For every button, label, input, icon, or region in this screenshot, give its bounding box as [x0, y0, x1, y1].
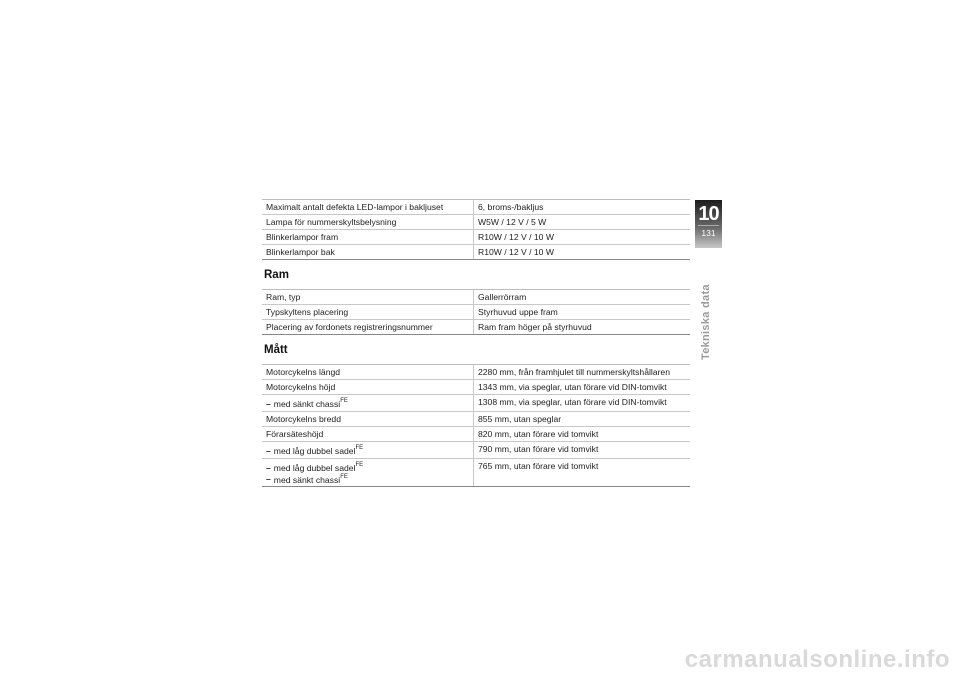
spec-key: Lampa för nummerskyltsbelysning [262, 215, 474, 230]
spec-value: 790 mm, utan förare vid tomvikt [474, 441, 691, 458]
table-row [262, 245, 690, 260]
chapter-number: 10 [698, 203, 719, 225]
spec-key [262, 441, 474, 458]
spec-key-text: med sänkt chassi [273, 474, 341, 485]
matt-table [262, 364, 690, 487]
spec-key: Motorcykelns bredd [262, 411, 474, 426]
spec-content [262, 199, 690, 487]
spec-key-line [266, 473, 470, 485]
spec-value: 6, broms-/bakljus [474, 200, 691, 215]
section-title-ram: Ram [264, 269, 289, 281]
spec-key-line [266, 461, 470, 473]
spec-key-text: med låg dubbel sadel [273, 445, 356, 456]
table-row [262, 441, 690, 458]
spec-key: Förarsäteshöjd [262, 426, 474, 441]
fe-superscript: FE [340, 398, 348, 404]
chapter-label-text: Tekniska data [700, 284, 712, 360]
fe-superscript: FE [355, 461, 364, 468]
chapter-tab [695, 200, 722, 248]
page-number: 131 [701, 228, 716, 238]
table-row [262, 215, 690, 230]
lighting-table [262, 199, 690, 260]
spec-key: Maximalt antalt defekta LED-lampor i bakljuset [262, 200, 474, 215]
spec-key: Typskyltens placering [262, 305, 474, 320]
spec-value: W5W / 12 V / 5 W [474, 215, 691, 230]
spec-key: Blinkerlampor bak [262, 245, 474, 260]
spec-key: Ram, typ [262, 290, 474, 305]
dash-marker: – [266, 398, 271, 409]
spec-key: Motorcykelns höjd [262, 380, 474, 395]
dash-marker: – [266, 462, 271, 473]
spec-value: R10W / 12 V / 10 W [474, 245, 691, 260]
section-title-matt: Mått [264, 344, 288, 356]
table-row [262, 411, 690, 426]
spec-value: 1308 mm, via speglar, utan förare vid DIN-tomvikt [474, 395, 691, 412]
spec-value: 855 mm, utan speglar [474, 411, 691, 426]
dash-marker: – [266, 474, 271, 485]
spec-key [262, 395, 474, 412]
spec-key-text: med sänkt chassi [273, 398, 341, 409]
table-row [262, 200, 690, 215]
table-row [262, 395, 690, 412]
table-row [262, 426, 690, 441]
table-row [262, 458, 690, 487]
spec-value: 2280 mm, från framhjulet till nummerskyltshållaren [474, 365, 691, 380]
table-row [262, 380, 690, 395]
table-row [262, 305, 690, 320]
spec-key: Blinkerlampor fram [262, 230, 474, 245]
watermark: carmanualsonline.info [684, 646, 950, 673]
spec-key: Placering av fordonets registreringsnummer [262, 320, 474, 335]
spec-value: 1343 mm, via speglar, utan förare vid DIN-tomvikt [474, 380, 691, 395]
spec-value: R10W / 12 V / 10 W [474, 230, 691, 245]
spec-key: Motorcykelns längd [262, 365, 474, 380]
table-row [262, 320, 690, 335]
spec-value: Ram fram höger på styrhuvud [474, 320, 691, 335]
spec-value: 765 mm, utan förare vid tomvikt [474, 458, 691, 487]
spec-key [262, 458, 474, 487]
spec-value: 820 mm, utan förare vid tomvikt [474, 426, 691, 441]
fe-superscript: FE [340, 473, 348, 480]
ram-table [262, 289, 690, 335]
chapter-divider [698, 225, 719, 226]
spec-value: Gallerrörram [474, 290, 691, 305]
fe-superscript: FE [355, 444, 364, 451]
spec-value: Styrhuvud uppe fram [474, 305, 691, 320]
spec-key-text: med låg dubbel sadel [273, 462, 356, 473]
table-row [262, 230, 690, 245]
table-row [262, 290, 690, 305]
dash-marker: – [266, 445, 271, 456]
table-row [262, 365, 690, 380]
